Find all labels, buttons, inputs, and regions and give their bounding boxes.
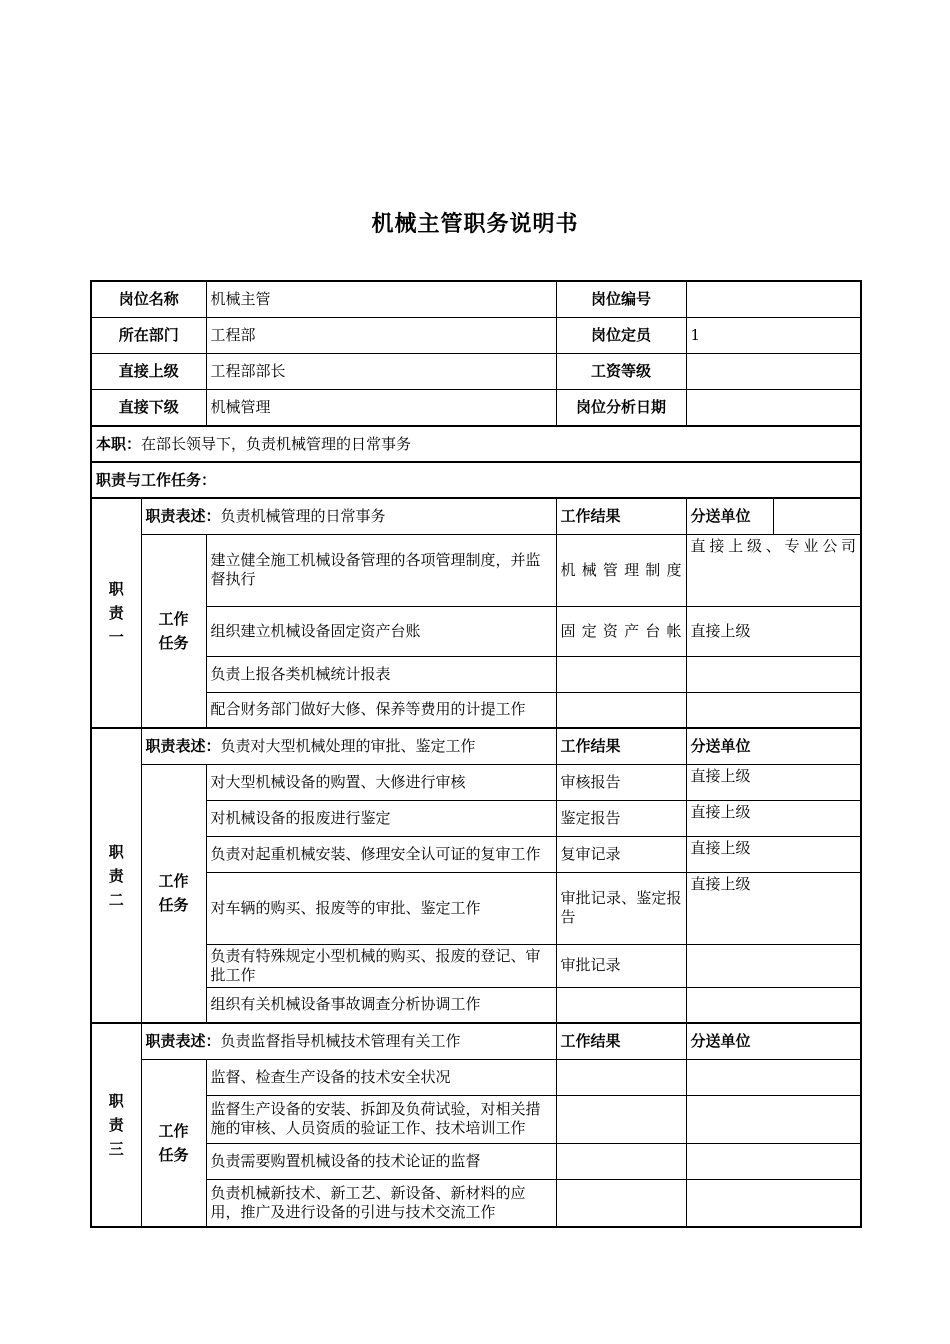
section-3-name: 职 责 三 — [91, 1023, 141, 1227]
task-dest: 直接上级 — [686, 606, 861, 656]
task-dest: 直接上级 — [686, 836, 861, 872]
duty-label: 本职： — [96, 434, 142, 453]
task-row: 负责机械新技术、新工艺、新设备、新材料的应用，推广及进行设备的引进与技术交流工作 — [206, 1179, 556, 1227]
task-row: 负责上报各类机械统计报表 — [206, 656, 556, 692]
section-1-desc: 职责表述：负责机械管理的日常事务 — [141, 498, 556, 534]
section-1-name: 职 责 一 — [91, 498, 141, 728]
section-2-result-header: 工作结果 — [556, 728, 686, 764]
task-dest — [686, 1059, 861, 1095]
task-row: 负责对起重机械安装、修理安全认可证的复审工作 — [206, 836, 556, 872]
task-dest: 直接上级 — [686, 764, 861, 800]
task-result — [556, 692, 686, 728]
section-1-work-label: 工作 任务 — [141, 534, 206, 728]
section-3-result-header: 工作结果 — [556, 1023, 686, 1059]
headcount-label: 岗位定员 — [556, 317, 686, 353]
position-name-label: 岗位名称 — [91, 281, 206, 317]
section-3-work-label: 工作 任务 — [141, 1059, 206, 1227]
task-result: 固定资产台帐 — [556, 606, 686, 656]
tasks-heading: 职责与工作任务： — [91, 462, 861, 498]
task-result — [556, 987, 686, 1023]
task-result: 机械管理制度 — [556, 534, 686, 606]
task-result — [556, 1059, 686, 1095]
section-1-result-header: 工作结果 — [556, 498, 686, 534]
section-1-dest-header: 分送单位 — [686, 498, 773, 534]
position-no-value — [686, 281, 861, 317]
page-title: 机械主管职务说明书 — [371, 212, 579, 237]
task-result — [556, 656, 686, 692]
task-row: 负责有特殊规定小型机械的购买、报废的登记、审批工作 — [206, 944, 556, 987]
department-label: 所在部门 — [91, 317, 206, 353]
task-dest — [686, 692, 861, 728]
task-result: 鉴定报告 — [556, 800, 686, 836]
superior-value: 工程部部长 — [206, 353, 556, 389]
task-dest: 直接上级、专业公司 — [686, 534, 861, 606]
salary-value — [686, 353, 861, 389]
task-dest: 直接上级 — [686, 872, 861, 944]
position-name-value: 机械主管 — [206, 281, 556, 317]
task-row: 对大型机械设备的购置、大修进行审核 — [206, 764, 556, 800]
section-2-desc: 职责表述：负责对大型机械处理的审批、鉴定工作 — [141, 728, 556, 764]
position-no-label: 岗位编号 — [556, 281, 686, 317]
section-2-dest-header: 分送单位 — [686, 728, 861, 764]
section-2-work-label: 工作 任务 — [141, 764, 206, 1023]
superior-label: 直接上级 — [91, 353, 206, 389]
department-value: 工程部 — [206, 317, 556, 353]
task-dest — [686, 1143, 861, 1179]
task-result: 审批记录 — [556, 944, 686, 987]
task-dest — [686, 656, 861, 692]
section-3-desc: 职责表述：负责监督指导机械技术管理有关工作 — [141, 1023, 556, 1059]
task-dest: 直接上级 — [686, 800, 861, 836]
salary-label: 工资等级 — [556, 353, 686, 389]
task-row: 配合财务部门做好大修、保养等费用的计提工作 — [206, 692, 556, 728]
section-3-dest-header: 分送单位 — [686, 1023, 861, 1059]
duty-row — [91, 426, 861, 462]
task-result: 审核报告 — [556, 764, 686, 800]
task-dest — [686, 944, 861, 987]
job-description-table — [90, 280, 862, 1228]
task-result: 审批记录、鉴定报告 — [556, 872, 686, 944]
task-row: 监督、检查生产设备的技术安全状况 — [206, 1059, 556, 1095]
task-dest — [686, 1179, 861, 1227]
section-2-name: 职 责 二 — [91, 728, 141, 1023]
analysis-date-value — [686, 389, 861, 426]
analysis-date-label: 岗位分析日期 — [556, 389, 686, 426]
task-result — [556, 1143, 686, 1179]
task-result: 复审记录 — [556, 836, 686, 872]
task-result — [556, 1095, 686, 1143]
task-row: 组织建立机械设备固定资产台账 — [206, 606, 556, 656]
task-row: 对车辆的购买、报废等的审批、鉴定工作 — [206, 872, 556, 944]
task-row: 对机械设备的报废进行鉴定 — [206, 800, 556, 836]
task-row: 组织有关机械设备事故调查分析协调工作 — [206, 987, 556, 1023]
duty-text: 在部长领导下，负责机械管理的日常事务 — [141, 434, 412, 453]
task-result — [556, 1179, 686, 1227]
headcount-value: 1 — [686, 317, 861, 353]
subordinate-label: 直接下级 — [91, 389, 206, 426]
task-dest — [686, 987, 861, 1023]
task-row: 监督生产设备的安装、拆卸及负荷试验，对相关措施的审核、人员资质的验证工作、技术培训工作 — [206, 1095, 556, 1143]
task-row: 建立健全施工机械设备管理的各项管理制度，并监督执行 — [206, 534, 556, 606]
subordinate-value: 机械管理 — [206, 389, 556, 426]
task-row: 负责需要购置机械设备的技术论证的监督 — [206, 1143, 556, 1179]
task-dest — [686, 1095, 861, 1143]
